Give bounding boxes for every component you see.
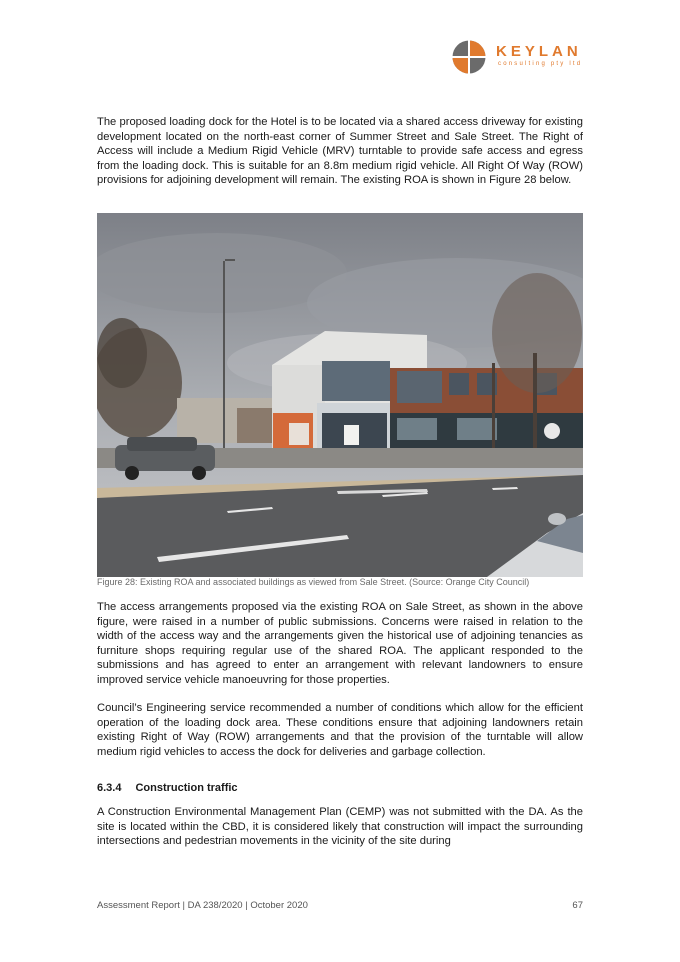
keylan-logo <box>452 40 592 76</box>
section-heading <box>97 782 583 794</box>
figure-caption: Figure 28: Existing ROA and associated buildings as viewed from Sale Street. (Source: Orange City Council) <box>97 577 530 587</box>
logo-name: KEYLAN <box>496 43 582 60</box>
section-title: Construction traffic <box>135 782 238 794</box>
footer-report-info: Assessment Report | DA 238/2020 | October 2020 <box>97 900 308 911</box>
page-footer <box>97 900 583 911</box>
paragraph-engineering: Council’s Engineering service recommended a number of conditions which allow for the efficient operation of the loading dock area. These conditions ensure that adjoining landowners retain existing Right of Way (ROW) arrangements and that the provision of the turntable will allow medium rigid vehicles to access the dock for deliveries and garbage collection. <box>97 702 583 758</box>
paragraph-access-arrangements: The access arrangements proposed via the existing ROA on Sale Street, as shown in the above figure, were raised in a number of public submissions. Concerns were raised in relation to the width of the access way and the arrangements given the historical use of adjoining tenancies as furniture shops requiring regular use of the shared ROA. The applicant responded to the submissions and has agreed to enter an arrangement with relevant landowners to ensure improved service vehicle manoeuvring for those properties. <box>97 601 583 686</box>
figure-28-photo <box>97 213 583 577</box>
keylan-logo-mark-icon <box>452 40 486 74</box>
paragraph-cemp: A Construction Environmental Management Plan (CEMP) was not submitted with the DA. As the site is located within the CBD, it is considered likely that construction will impact the surrounding intersections and pedestrian movements in the vicinity of the site during <box>97 806 583 848</box>
paragraph-loading-dock: The proposed loading dock for the Hotel is to be located via a shared access driveway for existing development located on the north-east corner of Summer Street and Sale Street. The Right of Access will include a Medium Rigid Vehicle (MRV) turntable to provide safe access and egress from the loading dock. This is suitable for an 8.8m medium rigid vehicle. All Right Of Way (ROW) provisions for adjoining development will remain. The existing ROA is shown in Figure 28 below. <box>97 116 583 187</box>
logo-subtitle: consulting pty ltd <box>498 61 583 67</box>
page-number: 67 <box>572 900 583 911</box>
section-number: 6.3.4 <box>97 782 122 794</box>
